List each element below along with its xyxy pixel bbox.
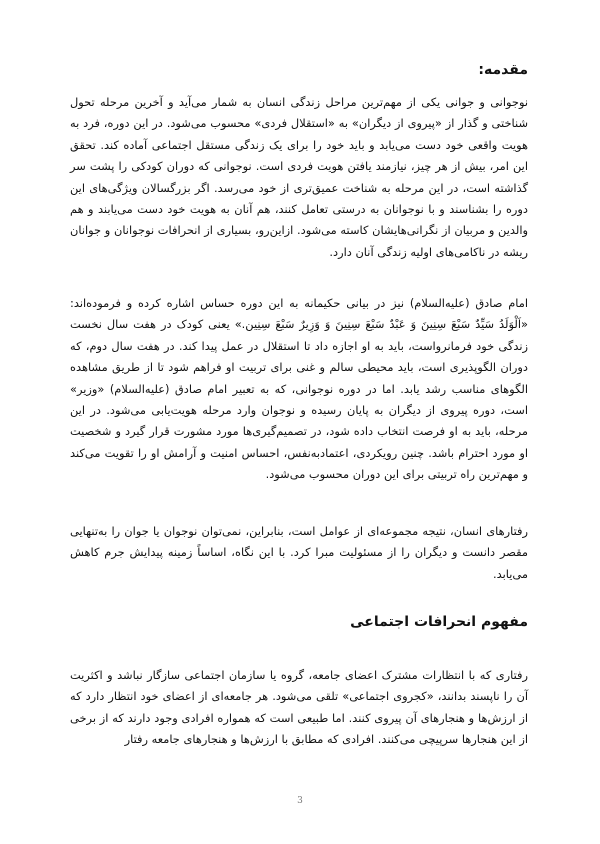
intro-paragraph-3: رفتارهای انسان، نتیجه مجموعه‌ای از عوامل است، بنابراین، نمی‌توان نوجوان یا جوان را به‌تنهایی مقصر دانست و دیگران را از مسئولیت مبرا کرد. با این نگاه، اساساً زمینه پیدایش جرم کاهش می‌یابد.: [70, 524, 528, 581]
intro-heading: مقدمه:: [478, 62, 528, 78]
social-deviance-heading: مفهوم انحرافات اجتماعی: [350, 614, 528, 630]
page-number: 3: [297, 796, 303, 806]
social-deviance-paragraph: رفتاری که با انتظارات مشترک اعضای جامعه، گروه یا سازمان اجتماعی سازگار نباشد و اکثریت آن را ناپسند بدانند، «کجروی اجتماعی» تلقی می‌شود. هر جامعه‌ای از اعضای خود انتظار دارد که از ارزش‌ها و هنجارهای آن پیروی کنند. اما طبیعی است که همواره افرادی وجود دارند که از برخی از این هنجارها سرپیچی می‌کنند. افرادی که مطابق با ارزش‌ها و هنجارهای جامعه رفتار: [70, 668, 528, 747]
intro-paragraph-1: نوجوانی و جوانی یکی از مهم‌ترین مراحل زندگی انسان به شمار می‌آید و آخرین مرحله تحول شناختی و گذار از «پیروی از دیگران» به «استقلال فردی» محسوب می‌شود. در این دوره، فرد به هویت واقعی خود دست می‌یابد و باید خود را برای یک زندگی مستقل اجتماعی آماده کند. تحقق این امر، بیش از هر چیز، نیازمند یافتن هویت فردی است. نوجوانی که دوران کودکی را پشت سر گذاشته است، در این مرحله به شناخت عمیق‌تری از خود می‌رسد. اگر بزرگسالان ویژگی‌های این دوره را بشناسند و با نوجوانان به درستی تعامل کنند، هم آنان به هویت خود دست می‌یابند و هم والدین و مربیان از نگرانی‌هایشان کاسته می‌شود. ازاین‌رو، بسیاری از انحرافات نوجوانان و جوانان ریشه در ناکامی‌های اولیه زندگی آنان دارد.: [70, 95, 528, 259]
intro-paragraph-2: امام صادق (علیه‌السلام) نیز در بیانی حکیمانه به این دوره حساس اشاره کرده و فرموده‌اند: «اَلْوَلَدُ سَیِّدٌ سَبْعَ سِنِینَ وَ عَبْدٌ سَبْعَ سِنِینَ وَ وَزِیرٌ سَبْعَ سِنِین.» یعنی کودک در هفت سال نخست زندگی خود فرمانرواست، باید به او اجازه داد تا استقلال در عمل پیدا کند. در هفت سال دوم، که دوران الگوپذیری است، باید محیطی سالم و غنی برای تربیت او فراهم شود تا از طریق مشاهده الگوهای مناسب رشد یابد. اما در دوره نوجوانی، که به تعبیر امام صادق (علیه‌السلام) «وزیر» است، دوره پیروی از دیگران به پایان رسیده و نوجوان وارد مرحله هویت‌یابی می‌شود. در این مرحله، باید به او فرصت انتخاب داده شود، در تصمیم‌گیری‌ها مورد مشورت قرار گیرد و شخصیت او مورد احترام باشد. چنین رویکردی، اعتماد‌به‌نفس، احساس امنیت و آرامش او را تقویت می‌کند و مهم‌ترین راه تربیتی برای این دوران محسوب می‌شود.: [70, 296, 528, 482]
